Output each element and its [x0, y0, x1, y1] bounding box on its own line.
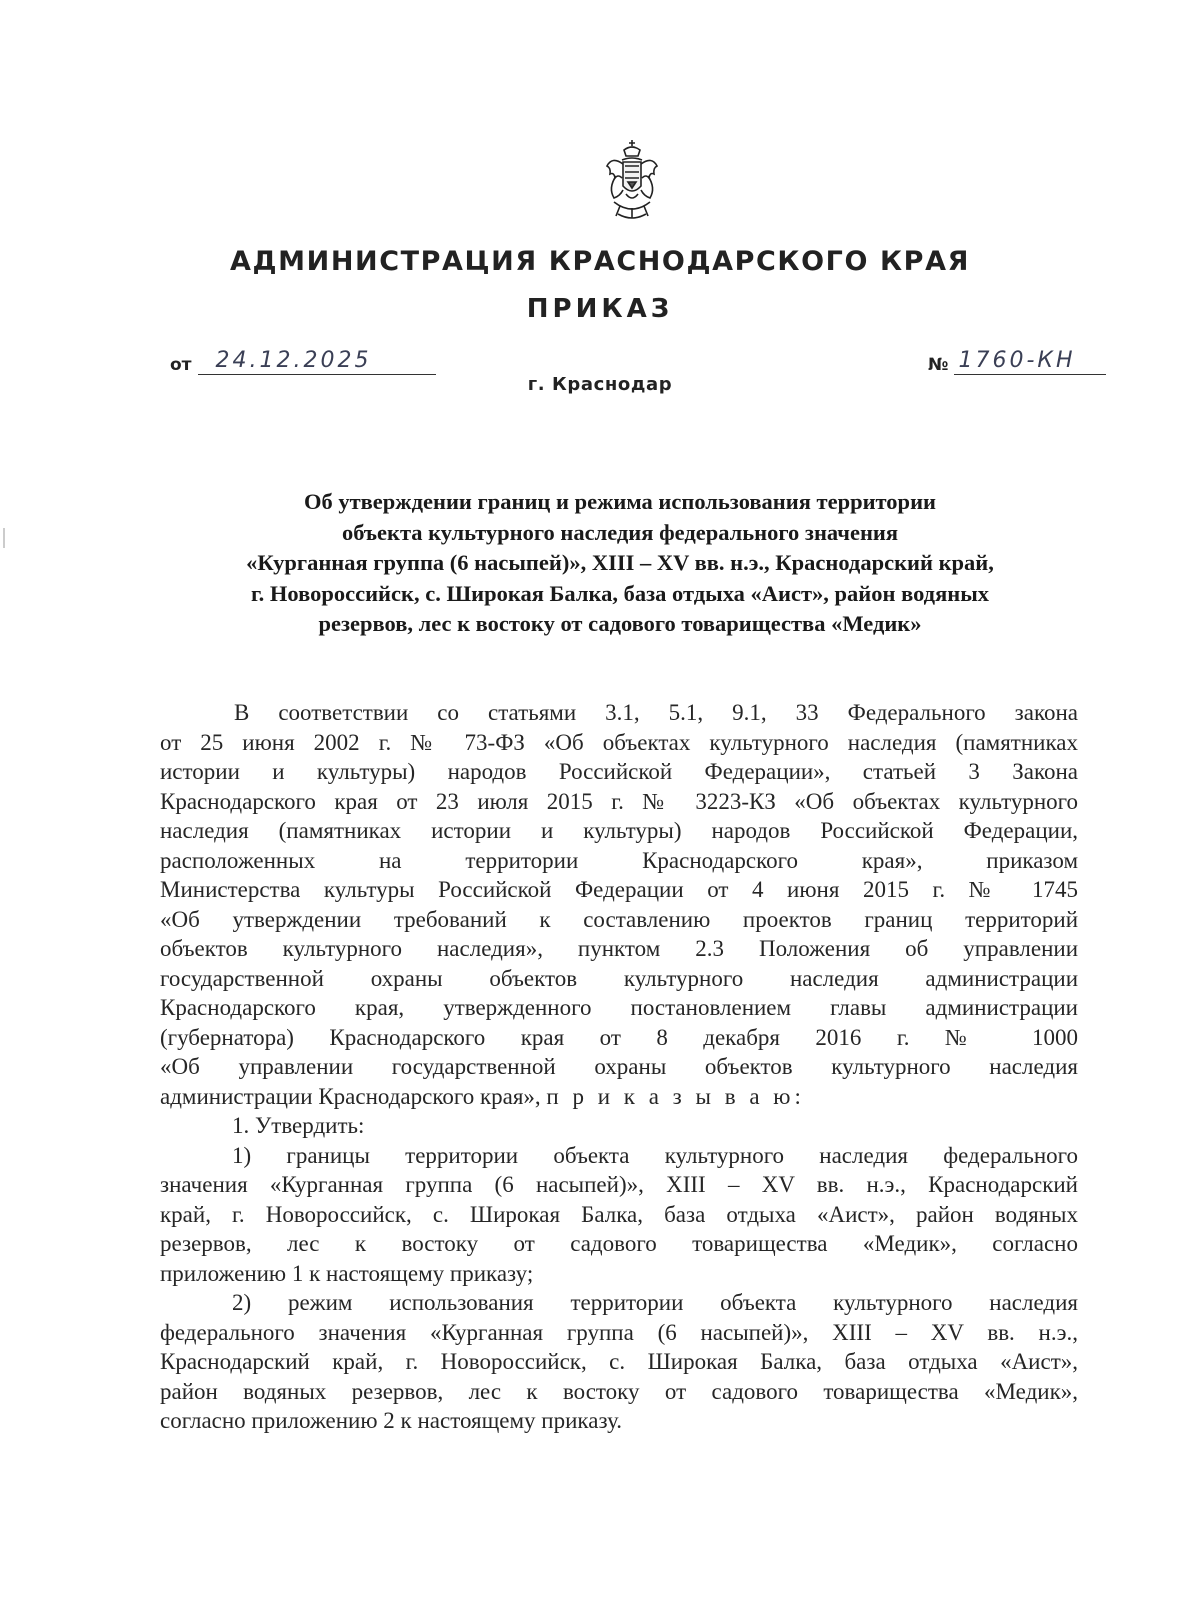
body-line: истории и культуры) народов Российской Федерации», статьей 3 Закона: [160, 759, 1078, 784]
date-prefix: от: [170, 355, 192, 375]
body-line: «Об утверждении требований к составлению проектов границ территорий: [160, 906, 1078, 932]
body-line: (губернатора) Краснодарского края от 8 декабря 2016 г. № 1000: [160, 1024, 1078, 1050]
title-line: объекта культурного наследия федерального значения: [341, 519, 899, 545]
document-type: ПРИКАЗ: [526, 294, 674, 324]
body-line: край, г. Новороссийск, с. Широкая Балка, база отдыха «Аист», район водяных: [160, 1201, 1078, 1227]
body-line: резервов, лес к востоку от садового товарищества «Медик», согласно: [160, 1231, 1078, 1256]
body-line: [160, 1082, 1078, 1112]
handwritten-date: 24.12.2025: [215, 348, 372, 373]
scan-edge-mark: [0, 528, 5, 548]
body-line: приложению 1 к настоящему приказу;: [160, 1260, 534, 1286]
body-line: Краснодарского края, утвержденного постановлением главы администрации: [160, 995, 1078, 1020]
body-line: наследия (памятниках истории и культуры) народов Российской Федерации,: [160, 818, 1078, 843]
body-line: государственной охраны объектов культурного наследия администрации: [160, 965, 1078, 991]
order-title: [150, 487, 1090, 640]
number-underline: [954, 348, 1106, 375]
body-line: объектов культурного наследия», пунктом 2.3 Положения об управлении: [160, 936, 1078, 961]
body-line: 1) границы территории объекта культурного наследия федерального: [232, 1142, 1078, 1168]
body-line: значения «Курганная группа (6 насыпей)», XIII – XV вв. н.э., Краснодарский: [160, 1172, 1078, 1197]
item-heading: 1. Утвердить:: [232, 1113, 365, 1138]
body-line: расположенных на территории Краснодарского края», приказом: [160, 847, 1078, 873]
body-line: «Об управлении государственной охраны объектов культурного наследия: [160, 1054, 1078, 1079]
handwritten-number: 1760-КН: [958, 348, 1076, 373]
body-line: от 25 июня 2002 г. № 73-ФЗ «Об объектах культурного наследия (памятниках: [160, 729, 1078, 755]
body-line: В соответствии со статьями 3.1, 5.1, 9.1, 33 Федерального закона: [234, 700, 1078, 725]
body-line: Краснодарский край, г. Новороссийск, с. Широкая Балка, база отдыха «Аист»,: [160, 1349, 1078, 1374]
body-line-text: администрации Краснодарского края»,: [160, 1083, 541, 1109]
number-field: [928, 348, 1106, 375]
coat-of-arms-icon: [602, 136, 662, 222]
date-field: [170, 348, 436, 375]
order-directive: п р и к а з ы в а ю:: [546, 1083, 805, 1109]
order-body: [160, 698, 1078, 1436]
body-line: согласно приложению 2 к настоящему приказу.: [160, 1408, 623, 1433]
date-underline: [198, 348, 436, 375]
body-line: район водяных резервов, лес к востоку от садового товарищества «Медик»,: [160, 1378, 1078, 1404]
body-line: 2) режим использования территории объекта культурного наследия: [232, 1290, 1078, 1315]
title-line: «Курганная группа (6 насыпей)», XIII – XV вв. н.э., Краснодарский край,: [246, 550, 994, 575]
body-line: федерального значения «Курганная группа (6 насыпей)», XIII – XV вв. н.э.,: [160, 1319, 1078, 1345]
city-name: г. Краснодар: [527, 374, 673, 395]
body-line: Министерства культуры Российской Федерации от 4 июня 2015 г. № 1745: [160, 877, 1078, 902]
title-line: резервов, лес к востоку от садового товарищества «Медик»: [318, 611, 922, 636]
title-line: Об утверждении границ и режима использования территории: [303, 489, 937, 514]
number-prefix: №: [928, 355, 949, 375]
body-line: Краснодарского края от 23 июля 2015 г. № 3223-КЗ «Об объектах культурного: [160, 788, 1078, 814]
organization-name: АДМИНИСТРАЦИЯ КРАСНОДАРСКОГО КРАЯ: [230, 246, 970, 277]
title-line: г. Новороссийск, с. Широкая Балка, база отдыха «Аист», район водяных: [250, 580, 990, 606]
